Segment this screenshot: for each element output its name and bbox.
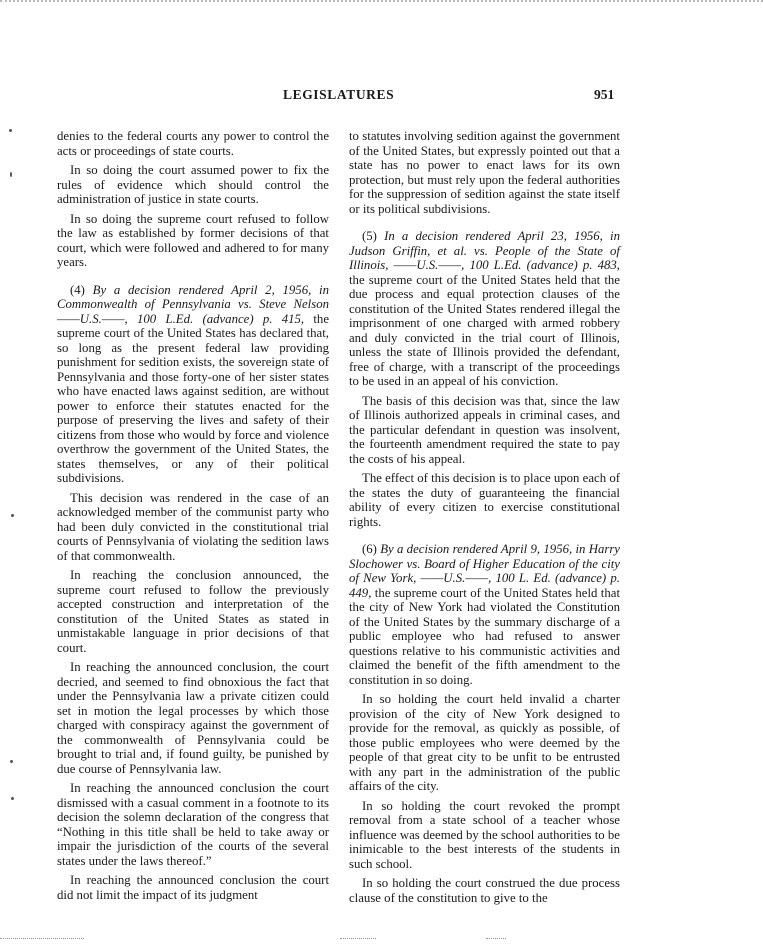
paragraph-item-4 [57,283,329,486]
right-column [349,129,620,910]
left-column [57,129,329,907]
paragraph: The effect of this decision is to place upon each of the states the duty of guaranteeing the financial ability of every citizen to exercise constitutional rights. [349,471,620,529]
paragraph-text: the supreme court of the United States has declared that, so long as the present federal law providing punishment for sedition exists, the sovereign state of Pennsylvania and those forty-one of her sister states who have enacted laws against sedition, are without power to enforce their statutes enacted for the purpose of preserving the lives and safety of their citizens from those who would by force and violence overthrow the government of the United States, the states themselves, or any of their political subdivisions. [57,311,329,485]
margin-speck [11,514,14,517]
paragraph-text: the supreme court of the United States held that the due process and equal protection clauses of the constitution of the United States rendered illegal the imprisonment of one charged with armed robbery and duly convicted in the trial court of Illinois, unless the state of Illinois provided the defendant, free of charge, with a transcript of the proceedings to be used in an appeal of his conviction. [349,272,620,388]
scan-artifact [0,938,84,941]
paragraph: In so holding the court revoked the prompt removal from a state school of a teacher whose influence was deemed by the school authorities to be inimicable to the best interests of the students in such school. [349,798,620,871]
paragraph: In so doing the court assumed power to fix the rules of evidence which should control the administration of justice in state courts. [57,163,329,206]
paragraph: The basis of this decision was that, since the law of Illinois authorized appeals in criminal cases, and the particular defendant in question was insolvent, the fourteenth amendment required the state to pay the costs of his appeal. [349,393,620,466]
page-header [0,87,763,107]
page-top-border [0,0,763,6]
paragraph: In so holding the court held invalid a charter provision of the city of New York designed to provide for the removal, as quickly as possible, of those public employees who were deemed by the people of that great city to be unfit to be entrusted with any part in the administration of the public affairs of the city. [349,692,620,793]
margin-speck [10,760,13,763]
paragraph: In reaching the announced conclusion, the court decried, and seemed to find obnoxious the fact that under the Pennsylvania law a private citizen could set in motion the legal processes by which those charged with conspiracy against the government of the commonwealth of Pennsylvania could be brought to trial and, if found guilty, be punished by due course of Pennsylvania law. [57,660,329,776]
paragraph: This decision was rendered in the case of an acknowledged member of the communist party who had been duly convicted in the constitutional trial courts of Pennsylvania of violating the sedition laws of that commonwealth. [57,490,329,563]
paragraph: In so holding the court construed the due process clause of the constitution to give to the [349,876,620,905]
paragraph: to statutes involving sedition against the government of the United States, but expressly pointed out that a state has no power to enact laws for its own protection, but must rely upon the federal authorities for the suppression of sedition against the state itself or its political subdivisions. [349,129,620,216]
item-number: (5) [362,229,385,243]
running-head: LEGISLATURES [283,87,395,102]
item-number: (4) [70,282,93,297]
paragraph: In reaching the announced conclusion the court did not limit the impact of its judgment [57,873,329,902]
paragraph: denies to the federal courts any power to control the acts or proceedings of state courts. [57,129,329,158]
case-citation: By a decision rendered April 2, 1956, in Commonwealth of Pennsylvania vs. Steve Nelson ——U.S.——, 100 L.Ed. (advance) p. 415, [57,282,329,326]
paragraph-item-5 [349,229,620,389]
scan-bottom-marks [0,935,763,941]
margin-speck [11,797,14,800]
case-citation: In a decision rendered April 23, 1956, in Judson Griffin, et al. vs. People of the State of Illinois, ——U.S.——, 100 L.Ed. (advance) p. 483, [349,229,620,272]
paragraph: In reaching the conclusion announced, the supreme court refused to follow the previously accepted construction and interpretation of the constitution of the United States as stated in unmistakable language in prior decisions of that court. [57,568,329,655]
margin-speck [10,172,12,177]
paragraph: In so doing the supreme court refused to follow the law as established by former decisions of that court, which were followed and adhered to for many years. [57,211,329,269]
case-citation: By a decision rendered April 9, 1956, in Harry Slochower vs. Board of Higher Education of the city of New York, ——U.S.——, 100 L. Ed. (advance) p. 449, [349,542,620,600]
scan-artifact [340,938,376,941]
page-number: 951 [594,87,615,102]
item-number: (6) [362,542,381,556]
paragraph-text: the supreme court of the United States held that the city of New York had violated the Constitution of the United States by the summary discharge of a public employee who had refused to answer questions relative to his communistic activities and claimed the benefit of the fifth amendment to the constitution in so doing. [349,585,620,687]
paragraph-item-6 [349,542,620,687]
scan-artifact [486,938,506,941]
paragraph: In reaching the announced conclusion the court dismissed with a casual comment in a footnote to its decision the solemn declaration of the congress that “Nothing in this title shall be held to take away or impair the jurisdiction of the courts of the several states under the laws thereof.” [57,781,329,868]
margin-speck [9,129,12,132]
